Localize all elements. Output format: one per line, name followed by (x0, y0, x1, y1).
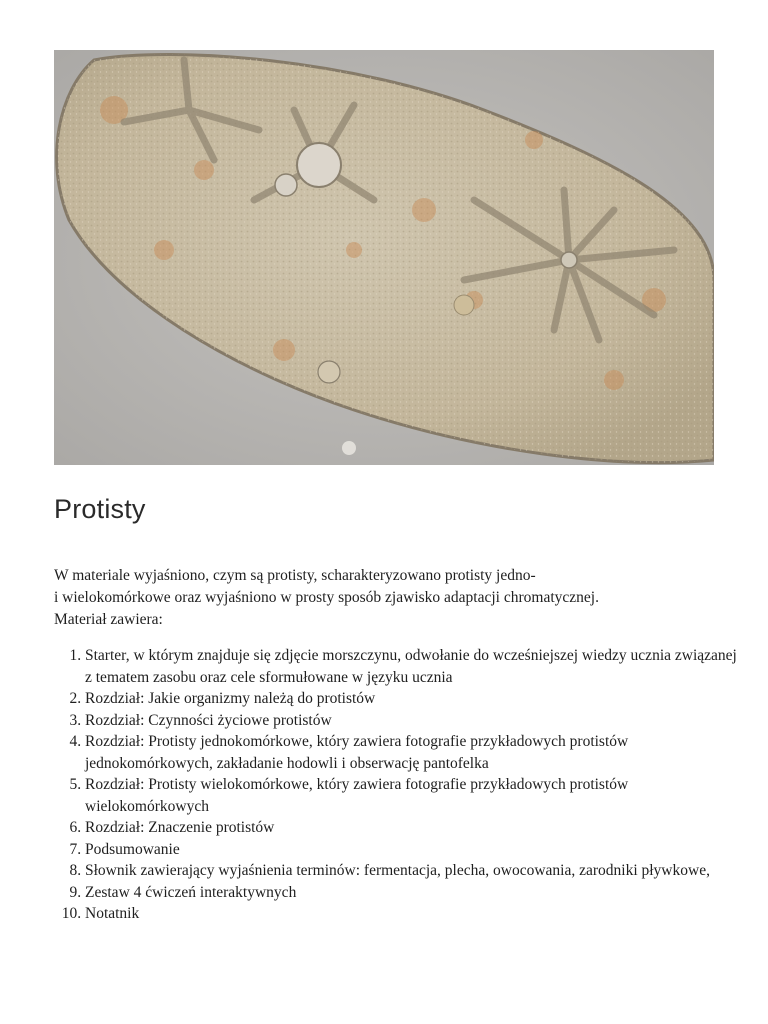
intro-line: W materiale wyjaśniono, czym są protisty, scharakteryzowano protisty jedno- (54, 567, 536, 584)
contents-item: 8. Słownik zawierający wyjaśnienia terminów: fermentacja, plecha, owocowania, zarodniki pływkowe, (85, 860, 745, 882)
contents-list (54, 645, 745, 925)
contents-item: 3. Rozdział: Czynności życiowe protistów (85, 710, 745, 732)
hero-photo (54, 50, 714, 465)
page-title: Protisty (54, 494, 146, 524)
contents-item: 9. Zestaw 4 ćwiczeń interaktywnych (85, 882, 745, 904)
contents-item: 5. Rozdział: Protisty wielokomórkowe, który zawiera fotografie przykładowych protistów wielokomórkowych (85, 774, 745, 817)
intro-line: i wielokomórkowe oraz wyjaśniono w prosty sposób zjawisko adaptacji chromatycznej. (54, 589, 599, 606)
contents-item: 6. Rozdział: Znaczenie protistów (85, 817, 745, 839)
contents-item: 4. Rozdział: Protisty jednokomórkowe, który zawiera fotografie przykładowych protistów jednokomórkowych, zakładanie hodowli i obserwację pantofelka (85, 731, 745, 774)
contents-item: 10. Notatnik (85, 903, 745, 925)
paramecium-micrograph (54, 50, 714, 465)
contents-item: 1. Starter, w którym znajduje się zdjęcie morszczynu, odwołanie do wcześniejszej wiedzy ucznia związanej z tematem zasobu oraz cele sformułowane w języku ucznia (85, 645, 745, 688)
intro-paragraph (54, 565, 714, 631)
contents-item: 7. Podsumowanie (85, 839, 745, 861)
intro-line: Materiał zawiera: (54, 611, 163, 628)
contents-item: 2. Rozdział: Jakie organizmy należą do protistów (85, 688, 745, 710)
